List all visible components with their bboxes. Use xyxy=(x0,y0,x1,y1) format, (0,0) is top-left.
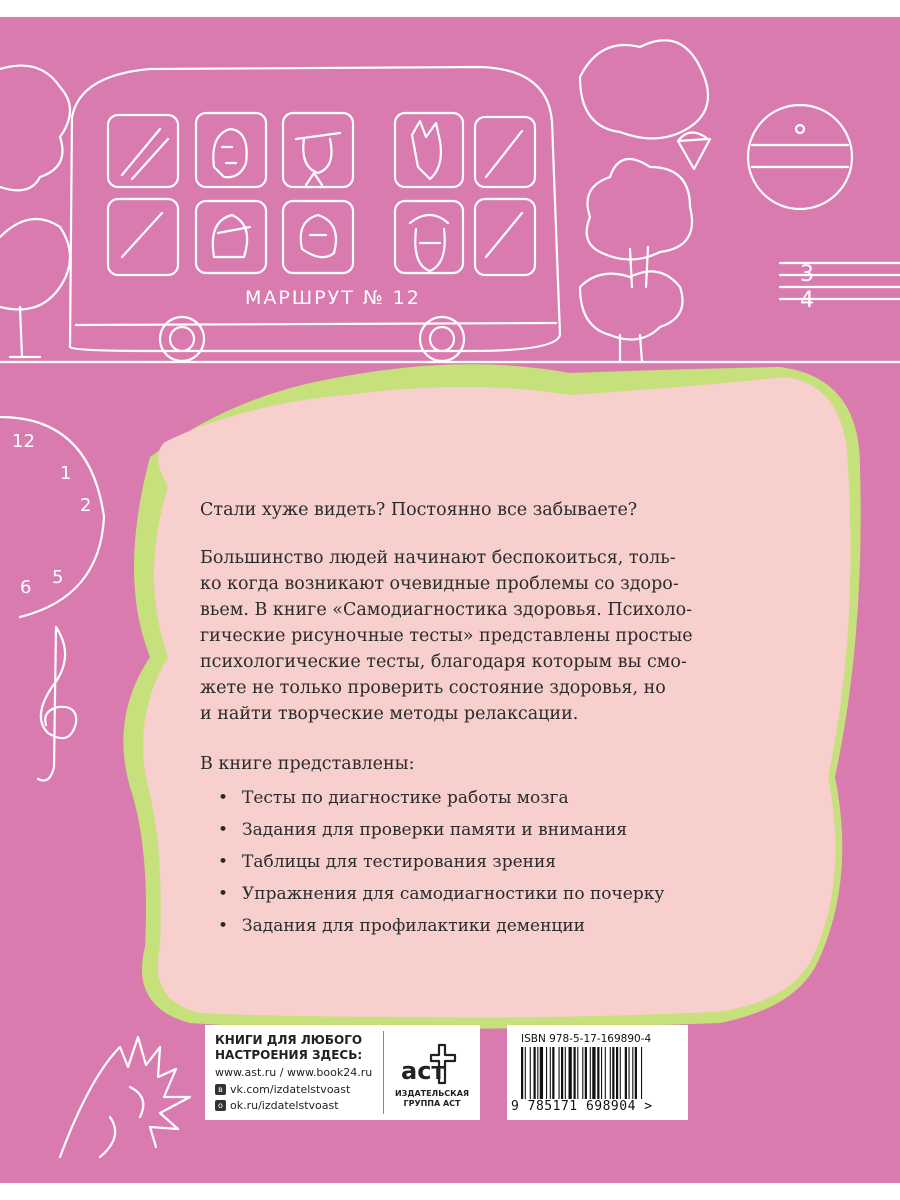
barcode-bar xyxy=(565,1047,566,1099)
description-text xyxy=(200,497,700,947)
ok-link[interactable] xyxy=(215,1099,339,1112)
paragraph-line: вьем. В книге «Самодиагностика здоровья. Психоло- xyxy=(200,600,693,620)
isbn-box xyxy=(507,1025,688,1120)
ok-link-text[interactable]: ok.ru/izdatelstvoast xyxy=(230,1099,339,1112)
list-item: • Задания для проверки памяти и внимания xyxy=(200,819,700,841)
paragraph-line: и найти творческие методы релаксации. xyxy=(200,704,579,724)
list-item: • Тесты по диагностике работы мозга xyxy=(200,787,700,809)
barcode-bar xyxy=(582,1047,583,1099)
publisher-promo-box xyxy=(205,1025,480,1120)
barcode-bar xyxy=(574,1047,576,1099)
publisher-name xyxy=(389,1089,475,1109)
list-item: • Таблицы для тестирования зрения xyxy=(200,851,700,873)
barcode-bar xyxy=(632,1047,633,1099)
barcode-bar xyxy=(534,1047,536,1099)
publisher-name-line: ИЗДАТЕЛЬСКАЯ xyxy=(394,1089,470,1098)
lead-question: Стали хуже видеть? Постоянно все забываете? xyxy=(200,500,638,520)
ast-logo-text: аст xyxy=(401,1057,446,1085)
promo-heading-line: НАСТРОЕНИЯ ЗДЕСЬ: xyxy=(215,1048,363,1062)
barcode-bar xyxy=(552,1047,554,1099)
barcode-bar xyxy=(521,1047,523,1099)
barcode-bar xyxy=(641,1047,642,1099)
vk-link-text[interactable]: vk.com/izdatelstvoast xyxy=(230,1083,351,1096)
barcode-bar xyxy=(546,1047,547,1099)
barcode-bar xyxy=(592,1047,595,1099)
barcode-marker: > xyxy=(644,1099,653,1114)
paragraph-line: ко когда возникают очевидные проблемы со здоро- xyxy=(200,574,679,594)
barcode-bar xyxy=(559,1047,560,1099)
barcode-bar xyxy=(612,1047,614,1099)
paragraph-line: гические рисуночные тесты» представлены простые xyxy=(200,626,693,646)
bus-route-label: МАРШРУТ № 12 xyxy=(245,287,421,309)
barcode-bar xyxy=(550,1047,551,1099)
barcode-bar xyxy=(601,1047,602,1099)
list-intro: В книге представлены: xyxy=(200,754,415,774)
feature-list xyxy=(200,787,700,937)
description-paragraph xyxy=(200,545,700,727)
barcode-bar xyxy=(605,1047,606,1099)
clock-number: 5 xyxy=(52,567,64,588)
barcode-bar xyxy=(530,1047,531,1099)
barcode-bar xyxy=(590,1047,591,1099)
barcode-digits xyxy=(511,1099,653,1114)
promo-heading xyxy=(215,1033,362,1063)
barcode-bar xyxy=(629,1047,630,1099)
clock-number: 12 xyxy=(12,431,35,452)
time-signature-bottom: 4 xyxy=(800,288,814,313)
promo-divider xyxy=(383,1031,384,1114)
isbn-label: ISBN 978-5-17-169890-4 xyxy=(521,1033,652,1045)
barcode-number: 9 785171 698904 xyxy=(511,1099,636,1114)
list-item: • Упражнения для самодиагностики по почерку xyxy=(200,883,700,905)
barcode-bar xyxy=(569,1047,572,1099)
barcode xyxy=(519,1047,679,1099)
barcode-bar xyxy=(625,1047,627,1099)
list-item: • Задания для профилактики деменции xyxy=(200,915,700,937)
barcode-bar xyxy=(585,1047,587,1099)
vk-icon: в xyxy=(215,1084,226,1095)
barcode-bar xyxy=(635,1047,637,1099)
barcode-bar xyxy=(620,1047,621,1099)
paragraph-line: жете не только проверить состояние здоровья, но xyxy=(200,678,666,698)
paragraph-line: психологические тесты, благодаря которым вы смо- xyxy=(200,652,687,672)
barcode-bar xyxy=(616,1047,618,1099)
clock-number: 6 xyxy=(20,577,32,598)
book-back-cover xyxy=(0,17,900,1183)
clock-number: 2 xyxy=(80,495,92,516)
barcode-bar xyxy=(540,1047,543,1099)
promo-heading-line: КНИГИ ДЛЯ ЛЮБОГО xyxy=(215,1033,363,1047)
barcode-bar xyxy=(597,1047,599,1099)
barcode-bar xyxy=(537,1047,538,1099)
publisher-name-line: ГРУППА АСТ xyxy=(403,1099,461,1108)
barcode-bar xyxy=(577,1047,578,1099)
barcode-bar xyxy=(561,1047,563,1099)
vk-link[interactable] xyxy=(215,1083,350,1096)
barcode-bar xyxy=(525,1047,526,1099)
barcode-bar xyxy=(610,1047,611,1099)
clock-number: 1 xyxy=(60,463,72,484)
time-signature-top: 3 xyxy=(800,262,814,287)
promo-websites[interactable]: www.ast.ru / www.book24.ru xyxy=(215,1066,373,1079)
paragraph-line: Большинство людей начинают беспокоиться, толь- xyxy=(200,548,676,568)
ast-logo xyxy=(395,1039,465,1089)
ok-icon: о xyxy=(215,1100,226,1111)
